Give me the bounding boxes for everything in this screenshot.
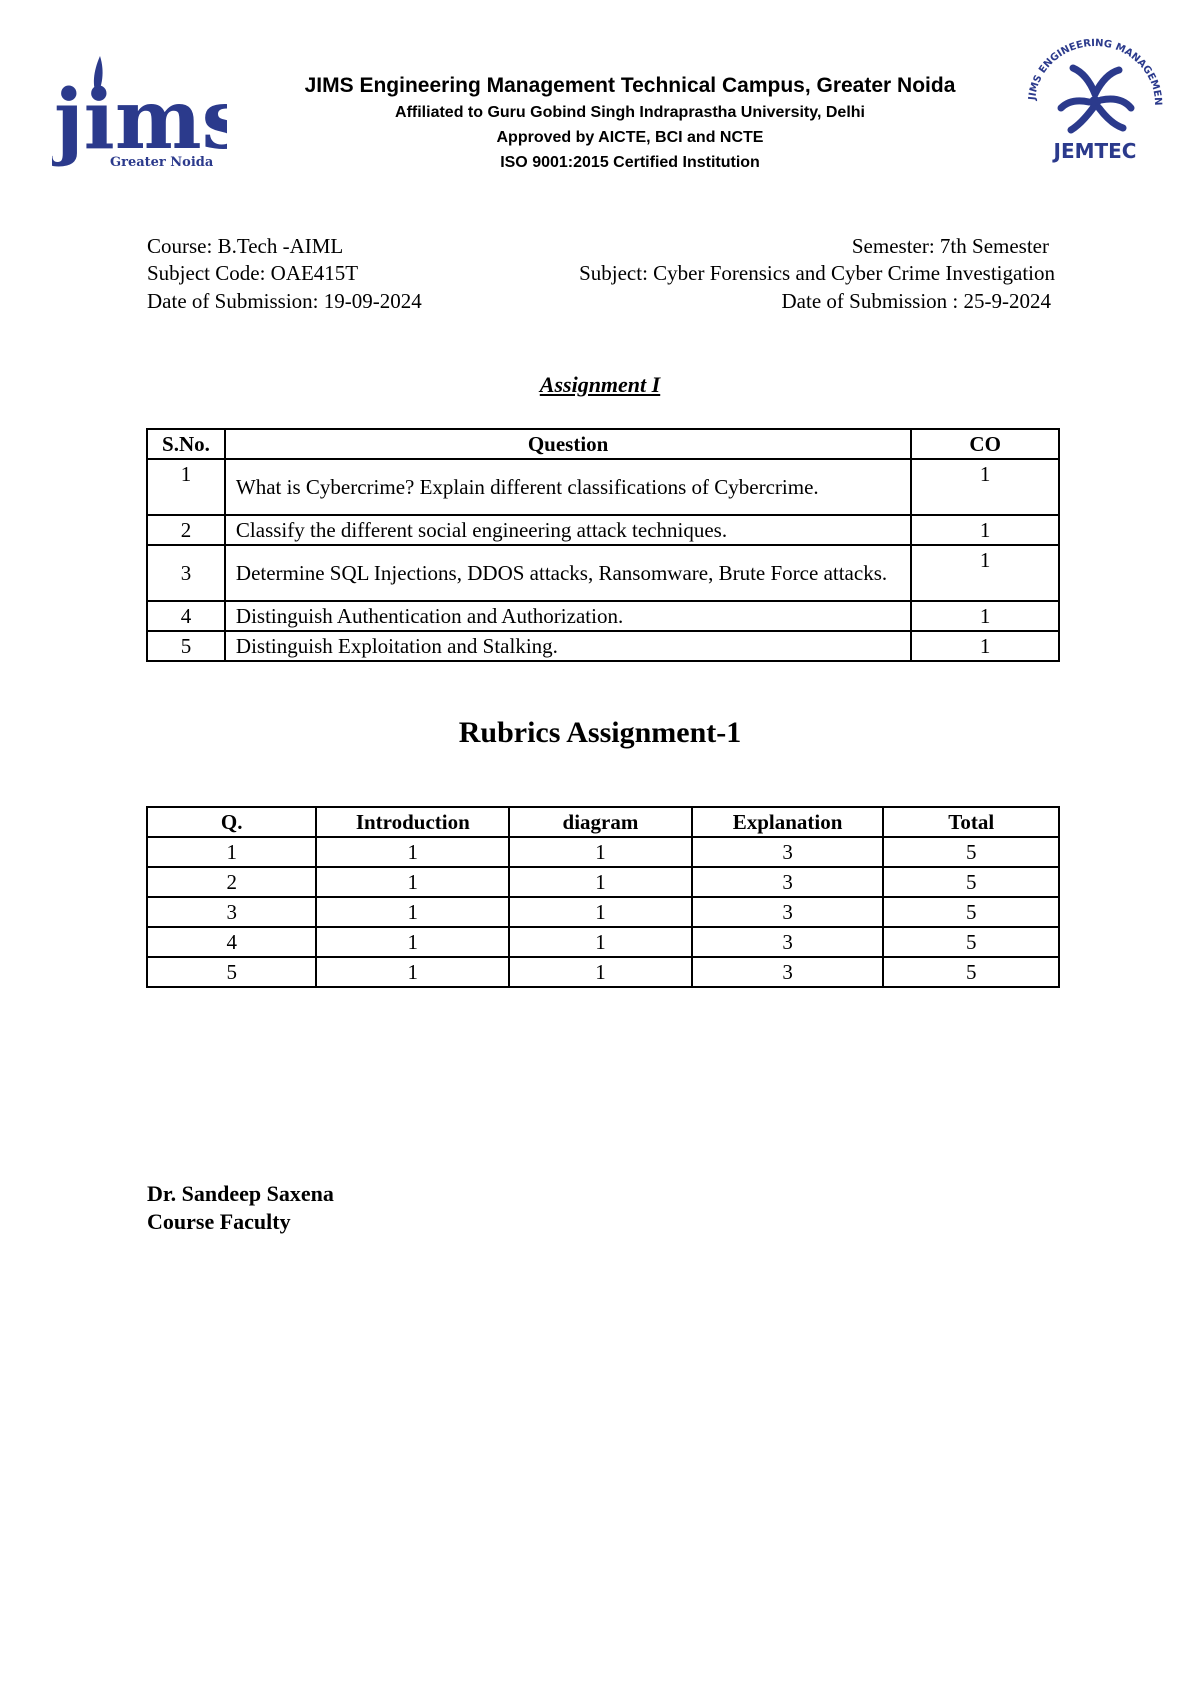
table-cell: 1: [509, 957, 692, 987]
assignment-title: Assignment I: [539, 372, 661, 397]
table-cell: 5: [883, 897, 1059, 927]
affiliation-line: Affiliated to Guru Gobind Singh Indraprastha University, Delhi: [395, 104, 865, 121]
assignment-table: [146, 428, 1060, 662]
svg-text:Greater Noida: Greater Noida: [110, 155, 214, 170]
table-row: [147, 631, 1059, 661]
table-cell: 1: [509, 897, 692, 927]
co-cell: 1: [911, 631, 1059, 661]
table-row: [147, 601, 1059, 631]
column-header: Introduction: [316, 807, 509, 837]
table-cell: 5: [883, 867, 1059, 897]
subject-code-text: Subject Code: OAE415T: [147, 261, 359, 285]
table-cell: 1: [316, 837, 509, 867]
co-cell: 1: [911, 545, 1059, 601]
institution-header: [180, 72, 1080, 175]
column-header: diagram: [509, 807, 692, 837]
sno-cell: 3: [147, 545, 225, 601]
column-header: Explanation: [692, 807, 884, 837]
rubrics-title: Rubrics Assignment-1: [458, 716, 742, 749]
question-cell: What is Cybercrime? Explain different classifications of Cybercrime.: [225, 459, 911, 515]
table-cell: 1: [316, 927, 509, 957]
submission-date-left: Date of Submission: 19-09-2024: [147, 289, 422, 313]
sno-cell: 4: [147, 601, 225, 631]
table-row: [147, 837, 1059, 867]
faculty-signature-block: [147, 1180, 334, 1236]
table-cell: 5: [883, 837, 1059, 867]
svg-text:JEMTEC: JEMTEC: [1053, 139, 1137, 163]
institution-name: JIMS Engineering Management Technical Campus, Greater Noida: [304, 74, 956, 97]
table-cell: 1: [509, 927, 692, 957]
table-cell: 3: [692, 957, 884, 987]
svg-text:JIMS ENGINEERING MANAGEMENT TE: JIMS ENGINEERING MANAGEMEN: [1027, 38, 1164, 106]
column-header: Question: [225, 429, 911, 459]
table-row: [147, 867, 1059, 897]
table-cell: 1: [316, 957, 509, 987]
approval-line: Approved by AICTE, BCI and NCTE: [496, 129, 764, 146]
question-cell: Determine SQL Injections, DDOS attacks, Ransomware, Brute Force attacks.: [225, 545, 911, 601]
sno-cell: 5: [147, 631, 225, 661]
table-cell: 3: [692, 897, 884, 927]
table-cell: 3: [147, 897, 316, 927]
table-cell: 5: [147, 957, 316, 987]
rubrics-table: [146, 806, 1060, 988]
column-header: CO: [911, 429, 1059, 459]
table-cell: 5: [883, 957, 1059, 987]
faculty-role: Course Faculty: [147, 1209, 291, 1234]
co-cell: 1: [911, 515, 1059, 545]
table-row: [147, 459, 1059, 515]
subject-text: Subject: Cyber Forensics and Cyber Crime Investigation: [579, 261, 1055, 285]
sno-cell: 1: [147, 459, 225, 515]
co-cell: 1: [911, 459, 1059, 515]
course-text: Course: B.Tech -AIML: [147, 234, 344, 258]
question-cell: Classify the different social engineering attack techniques.: [225, 515, 911, 545]
table-cell: 3: [692, 927, 884, 957]
faculty-name: Dr. Sandeep Saxena: [147, 1181, 334, 1206]
table-cell: 1: [316, 897, 509, 927]
column-header: S.No.: [147, 429, 225, 459]
table-cell: 2: [147, 867, 316, 897]
submission-date-right: Date of Submission : 25-9-2024: [781, 289, 1051, 313]
co-cell: 1: [911, 601, 1059, 631]
table-cell: 1: [509, 867, 692, 897]
table-cell: 1: [509, 837, 692, 867]
table-row: [147, 897, 1059, 927]
svg-text:jims: jims: [54, 72, 227, 168]
table-cell: 1: [316, 867, 509, 897]
table-cell: 5: [883, 927, 1059, 957]
question-cell: Distinguish Authentication and Authorization.: [225, 601, 911, 631]
table-cell: 4: [147, 927, 316, 957]
table-header-row: [147, 807, 1059, 837]
semester-text: Semester: 7th Semester: [851, 234, 1049, 258]
table-row: [147, 957, 1059, 987]
certification-line: ISO 9001:2015 Certified Institution: [500, 154, 760, 171]
table-row: [147, 927, 1059, 957]
table-cell: 1: [147, 837, 316, 867]
table-cell: 3: [692, 867, 884, 897]
question-cell: Distinguish Exploitation and Stalking.: [225, 631, 911, 661]
column-header: Q.: [147, 807, 316, 837]
table-row: [147, 545, 1059, 601]
table-header-row: [147, 429, 1059, 459]
sno-cell: 2: [147, 515, 225, 545]
table-cell: 3: [692, 837, 884, 867]
column-header: Total: [883, 807, 1059, 837]
table-row: [147, 515, 1059, 545]
